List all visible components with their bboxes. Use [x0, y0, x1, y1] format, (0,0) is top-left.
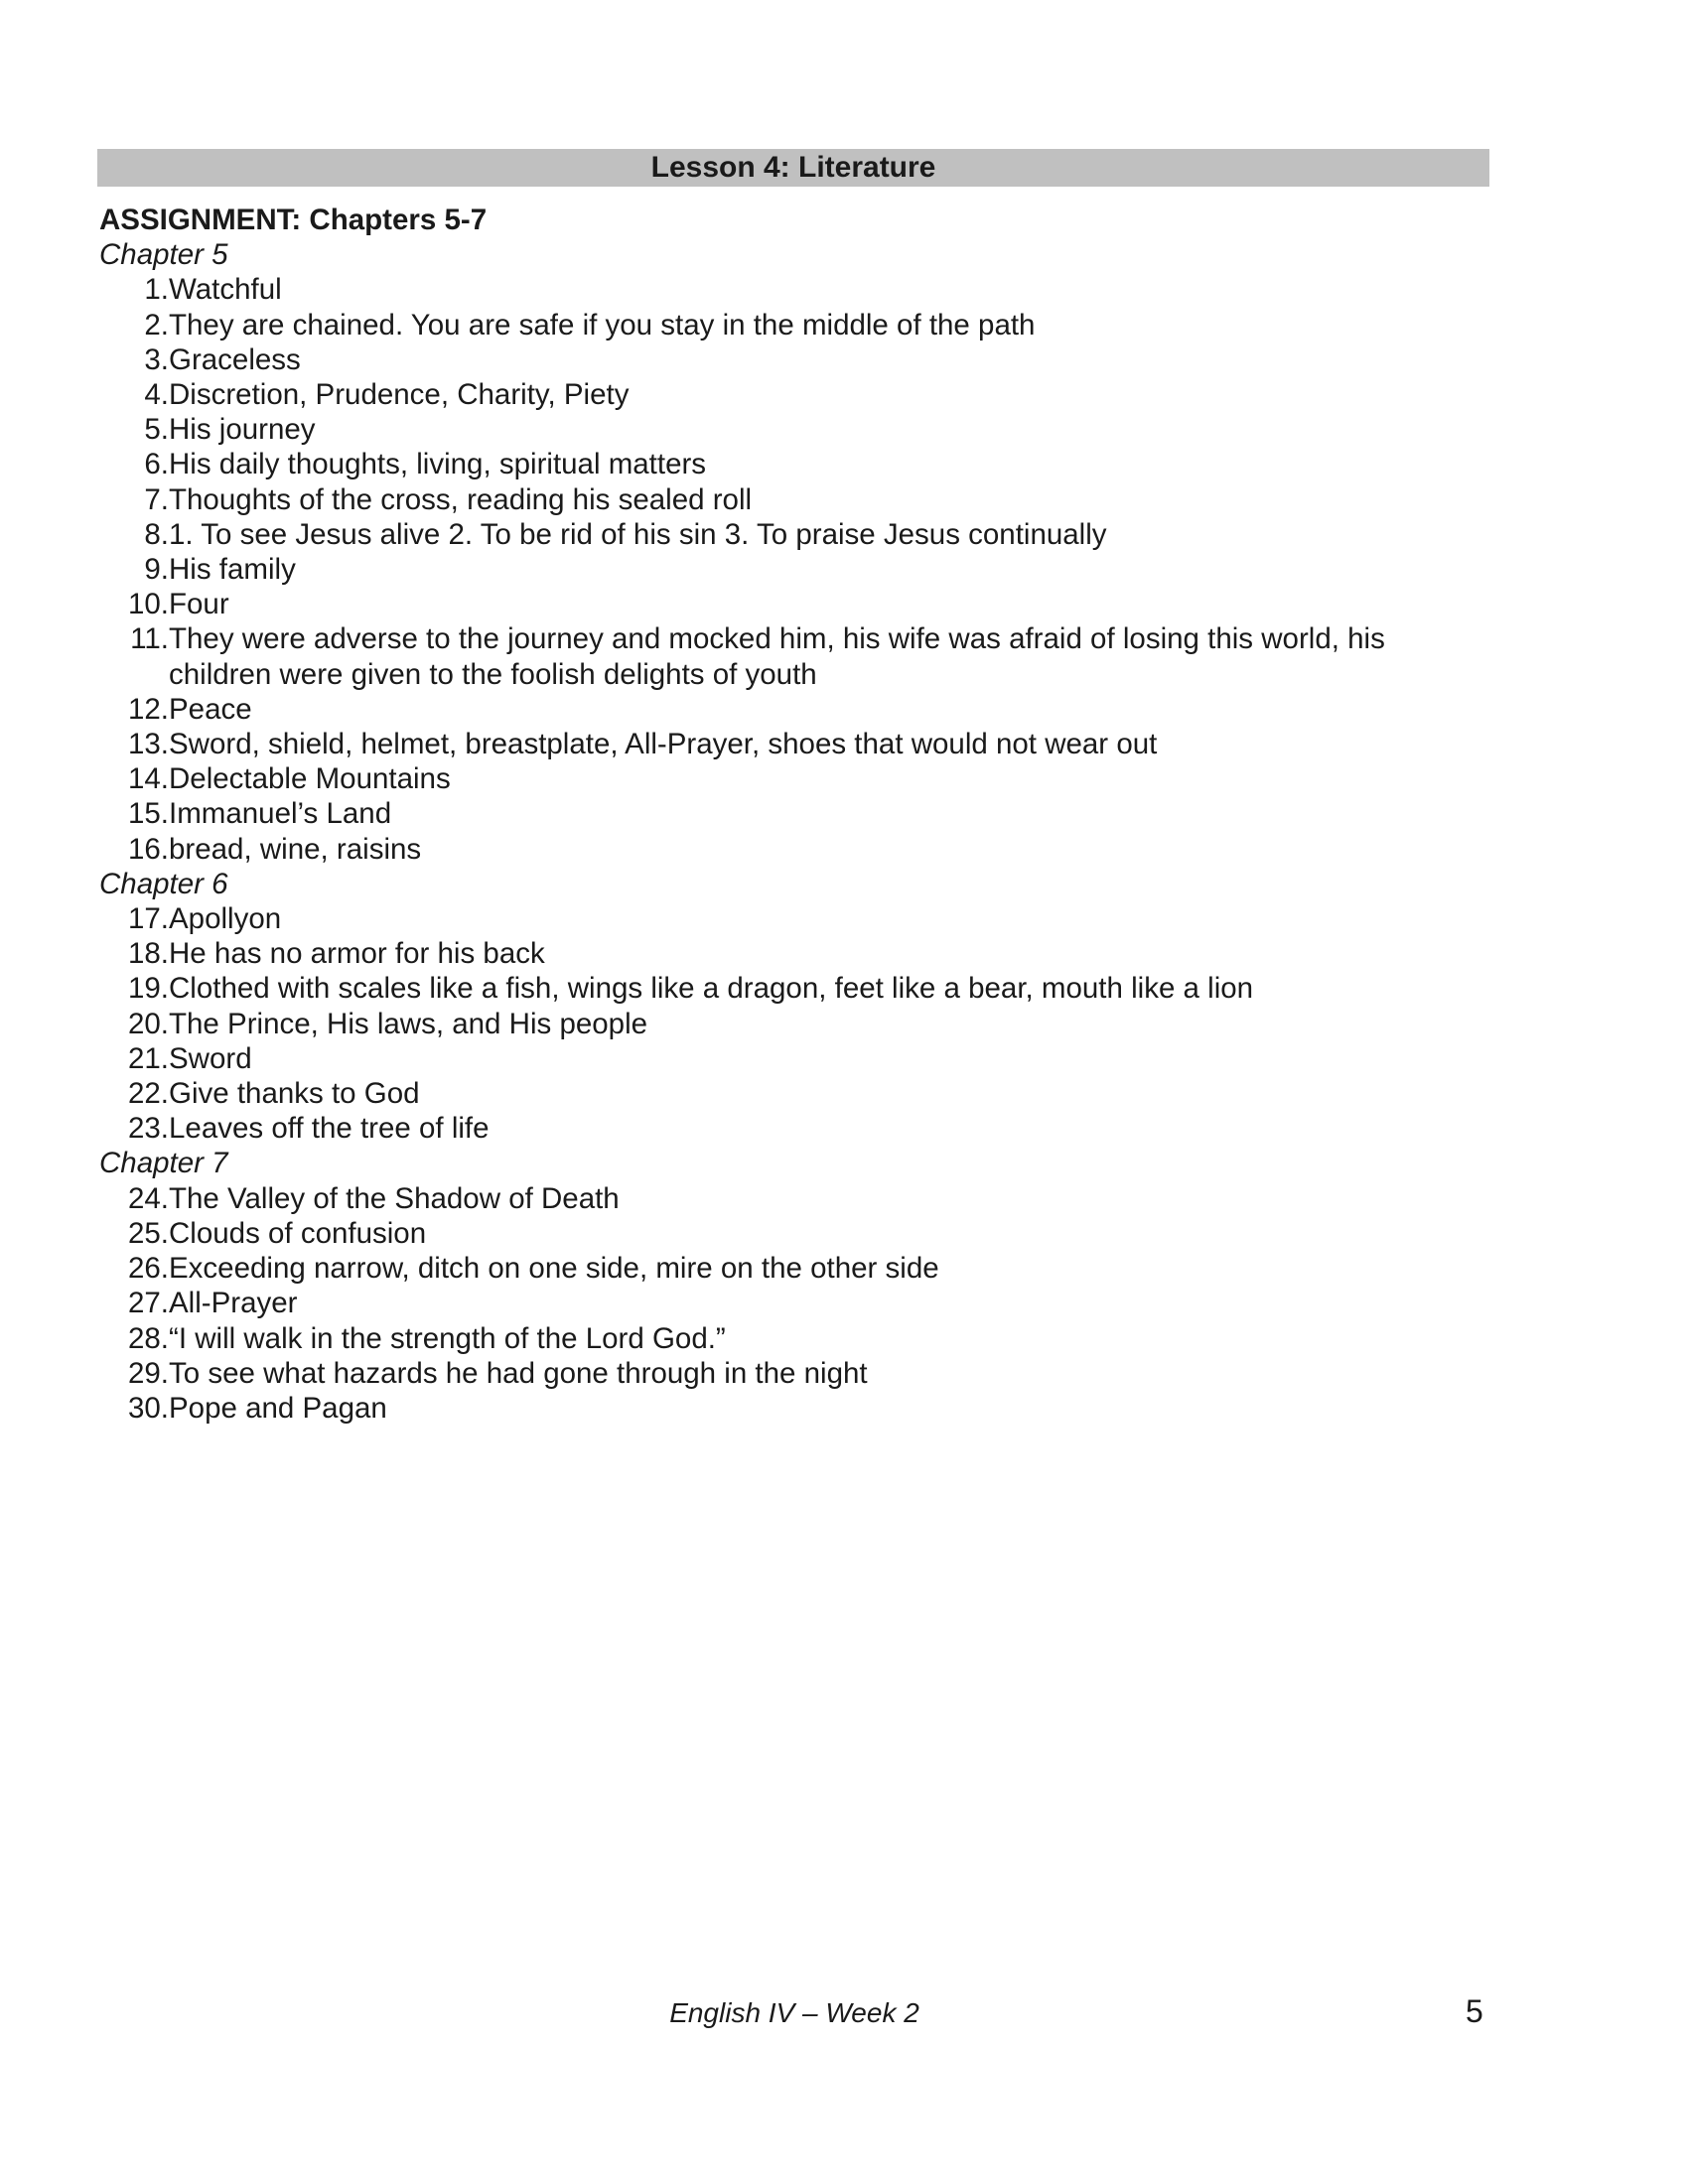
item-number-cell [99, 447, 169, 481]
item-answer: Leaves off the tree of life [169, 1112, 490, 1146]
item-answer: Clothed with scales like a fish, wings like a dragon, feet like a bear, mouth like a lion [169, 972, 1254, 1006]
item-answer: Discretion, Prudence, Charity, Piety [169, 378, 630, 412]
list-item [99, 412, 1489, 447]
page-number: 5 [1466, 1993, 1483, 2029]
item-number: 11. [130, 622, 169, 656]
item-answer: The Prince, His laws, and His people [169, 1007, 648, 1040]
item-number: 3. [144, 342, 169, 376]
item-number: 21. [127, 1041, 169, 1075]
list-item [99, 1286, 1489, 1320]
item-answer: His journey [169, 413, 316, 447]
list-item [99, 377, 1489, 412]
item-number: 2. [144, 308, 169, 341]
item-number: 1. [144, 273, 169, 307]
list-item [99, 272, 1489, 307]
item-answer: His family [169, 553, 296, 587]
item-number-cell [99, 412, 169, 447]
item-number-cell [99, 517, 169, 552]
list-item [99, 1321, 1489, 1356]
list-item [99, 1111, 1489, 1146]
item-number: 9. [144, 553, 169, 587]
item-answer: Watchful [169, 273, 282, 307]
item-number-cell [99, 1391, 169, 1426]
list-item [99, 727, 1489, 761]
list-item [99, 971, 1489, 1006]
item-number-cell [99, 377, 169, 412]
item-number: 13. [127, 728, 169, 761]
item-number: 10. [127, 588, 169, 621]
item-number-cell [99, 692, 169, 727]
item-number: 7. [144, 482, 169, 516]
list-item [99, 936, 1489, 971]
item-number-cell [99, 552, 169, 587]
item-answer: bread, wine, raisins [169, 832, 422, 866]
item-number: 24. [127, 1181, 169, 1215]
list-item [99, 1216, 1489, 1251]
item-number-cell [99, 587, 169, 621]
item-answer: Give thanks to God [169, 1077, 420, 1111]
answer-key [99, 203, 1489, 1426]
assignment-heading: ASSIGNMENT: Chapters 5-7 [99, 204, 488, 236]
footer-title: English IV – Week 2 [669, 1997, 919, 2028]
item-number: 15. [127, 797, 169, 831]
item-answer: Sword, shield, helmet, breastplate, All-Prayer, shoes that would not wear out [169, 728, 1158, 761]
list-item [99, 1251, 1489, 1286]
list-item [99, 308, 1489, 342]
item-number-cell [99, 796, 169, 831]
item-number-cell [99, 1356, 169, 1391]
item-number: 17. [127, 902, 169, 936]
item-answer: To see what hazards he had gone through in the night [169, 1356, 868, 1390]
item-number: 12. [127, 692, 169, 726]
item-answer: Four [169, 588, 229, 621]
list-item [99, 621, 1489, 691]
item-number-cell [99, 1041, 169, 1076]
item-answer: He has no armor for his back [169, 937, 545, 971]
item-number: 4. [144, 378, 169, 412]
chapter-list [99, 237, 1489, 1426]
item-answer: Graceless [169, 342, 301, 376]
item-answer: The Valley of the Shadow of Death [169, 1181, 620, 1215]
item-number-cell [99, 1007, 169, 1041]
item-number: 16. [127, 832, 169, 866]
item-number-cell [99, 482, 169, 517]
lesson-title-bar [97, 149, 1489, 187]
item-number: 23. [127, 1112, 169, 1146]
item-number-cell [99, 1181, 169, 1216]
list-item [99, 761, 1489, 796]
item-number: 19. [127, 972, 169, 1006]
item-answer: Immanuel’s Land [169, 797, 392, 831]
item-number: 20. [127, 1007, 169, 1040]
item-number-cell [99, 727, 169, 761]
item-answer: 1. To see Jesus alive 2. To be rid of his sin 3. To praise Jesus continually [169, 517, 1107, 551]
list-item [99, 1007, 1489, 1041]
item-number: 22. [127, 1077, 169, 1111]
chapter-heading: Chapter 5 [99, 238, 228, 272]
list-item [99, 901, 1489, 936]
item-number-cell [99, 272, 169, 307]
item-number: 29. [127, 1356, 169, 1390]
item-answer: “I will walk in the strength of the Lord God.” [169, 1321, 726, 1355]
item-number-cell [99, 971, 169, 1006]
list-item [99, 447, 1489, 481]
item-number: 8. [144, 517, 169, 551]
list-item [99, 1041, 1489, 1076]
item-answer: Pope and Pagan [169, 1391, 387, 1425]
chapter-heading: Chapter 6 [99, 867, 228, 900]
chapter-heading: Chapter 7 [99, 1147, 228, 1180]
item-number-cell [99, 761, 169, 796]
list-item [99, 1391, 1489, 1426]
list-item [99, 552, 1489, 587]
item-answer: They are chained. You are safe if you stay in the middle of the path [169, 308, 1036, 341]
list-item [99, 342, 1489, 377]
item-number-cell [99, 832, 169, 867]
item-answer: Clouds of confusion [169, 1216, 427, 1250]
item-number: 25. [127, 1216, 169, 1250]
item-answer: Thoughts of the cross, reading his sealed roll [169, 482, 753, 516]
item-answer: Sword [169, 1041, 252, 1075]
item-answer: Apollyon [169, 902, 282, 936]
item-number: 28. [127, 1321, 169, 1355]
item-number-cell [99, 1286, 169, 1320]
item-number-cell [99, 308, 169, 342]
list-item [99, 1356, 1489, 1391]
list-item [99, 692, 1489, 727]
list-item [99, 796, 1489, 831]
lesson-title: Lesson 4: Literature [650, 151, 936, 184]
item-number-cell [99, 1111, 169, 1146]
item-answer: They were adverse to the journey and mocked him, his wife was afraid of losing this world, his children were given to the foolish delights of youth [169, 622, 1385, 691]
item-number: 6. [144, 448, 169, 481]
item-number: 18. [127, 937, 169, 971]
item-number-cell [99, 1251, 169, 1286]
item-number-cell [99, 1076, 169, 1111]
list-item [99, 587, 1489, 621]
item-answer: Exceeding narrow, ditch on one side, mire on the other side [169, 1252, 939, 1286]
item-answer: Delectable Mountains [169, 762, 451, 796]
item-number: 27. [127, 1287, 169, 1320]
list-item [99, 1181, 1489, 1216]
item-number-cell [99, 901, 169, 936]
item-number: 26. [127, 1252, 169, 1286]
item-answer: Peace [169, 692, 252, 726]
list-item [99, 482, 1489, 517]
item-number-cell [99, 936, 169, 971]
item-answer: His daily thoughts, living, spiritual matters [169, 448, 707, 481]
item-number: 5. [144, 413, 169, 447]
item-number-cell [99, 1321, 169, 1356]
list-item [99, 1076, 1489, 1111]
list-item [99, 517, 1489, 552]
item-number: 14. [127, 762, 169, 796]
item-number-cell [99, 1216, 169, 1251]
item-number-cell [99, 621, 169, 691]
list-item [99, 832, 1489, 867]
item-number-cell [99, 342, 169, 377]
item-number: 30. [127, 1391, 169, 1425]
item-answer: All-Prayer [169, 1287, 298, 1320]
